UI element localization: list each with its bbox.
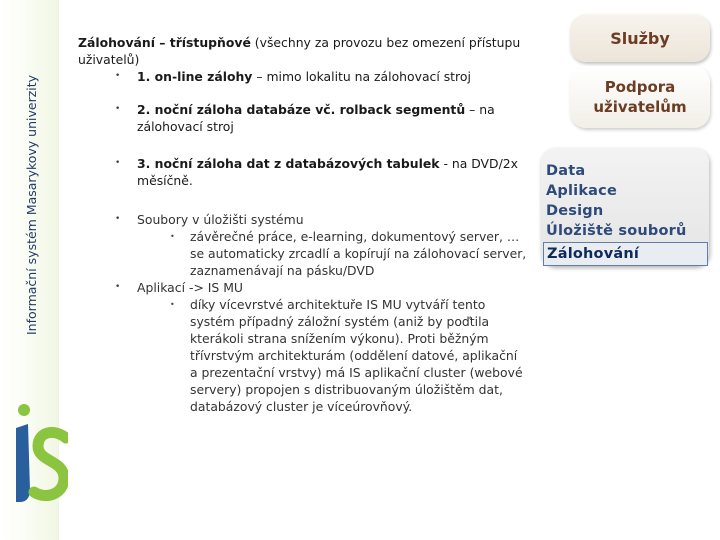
user-support-label: Podpora uživatelům xyxy=(593,78,687,116)
backup-intro xyxy=(78,34,528,68)
left-sidebar xyxy=(0,0,59,540)
bullet-text: - na DVD/2x měsíčně. xyxy=(137,156,518,188)
bullet-night-data-backup xyxy=(115,155,528,189)
bullet-storage-files: • Soubory v úložišti systému xyxy=(115,211,528,228)
nav-item-design[interactable]: Design xyxy=(546,203,604,219)
intro-heading: Zálohování – třístupňové xyxy=(78,35,251,50)
intro-text: (všechny za provozu bez omezení přístupu uživatelů) xyxy=(78,35,521,67)
main-content xyxy=(78,34,528,415)
bullet-applications: • Aplikací -> IS MU xyxy=(115,279,528,296)
sub-bullet-applications: • díky vícevrstvé architektuře IS MU vytváří tento systém případný záložní systém (aniž by poďtila kterákoli strana snížením výkonu). Proti běžným třívrstvým architekturám (oddělení datové, aplikační a prezentační vrstvy) má IS aplikační cluster (webové servery) propojen s distribuovaným úložištěm dat, databázový cluster je víceúrovňový. xyxy=(170,296,528,415)
bullet-title: 2. noční záloha databáze vč. rolback segmentů xyxy=(137,102,466,117)
nav-item-aplikace[interactable]: Aplikace xyxy=(546,183,617,199)
bullet-text: – mimo lokalitu na zálohovací stroj xyxy=(252,69,471,84)
bullet-online-backup xyxy=(115,68,528,85)
bullet-title: 1. on-line zálohy xyxy=(137,69,253,84)
user-support-button[interactable] xyxy=(570,66,710,128)
nav-panel xyxy=(541,148,709,266)
nav-item-data[interactable]: Data xyxy=(546,163,586,179)
nav-item-uloziste[interactable]: Úložiště souborů xyxy=(546,223,687,239)
vertical-university-title: Informační systém Masarykovy univerzity xyxy=(24,74,39,335)
nav-item-zalohovani[interactable]: Zálohování xyxy=(543,242,708,266)
bullet-text: – na zálohovací stroj xyxy=(137,102,495,134)
sub-bullet-storage: • závěrečné práce, e-learning, dokumentový server, … se automaticky zrcadlí a kopírují na zálohovací server, zaznamenávají na pásku/DVD xyxy=(170,228,528,279)
bullet-night-db-backup xyxy=(115,101,528,135)
bullet-title: 3. noční záloha dat z databázových tabulek xyxy=(137,156,440,171)
services-button[interactable]: Služby xyxy=(570,14,710,62)
is-mu-logo xyxy=(8,402,68,512)
